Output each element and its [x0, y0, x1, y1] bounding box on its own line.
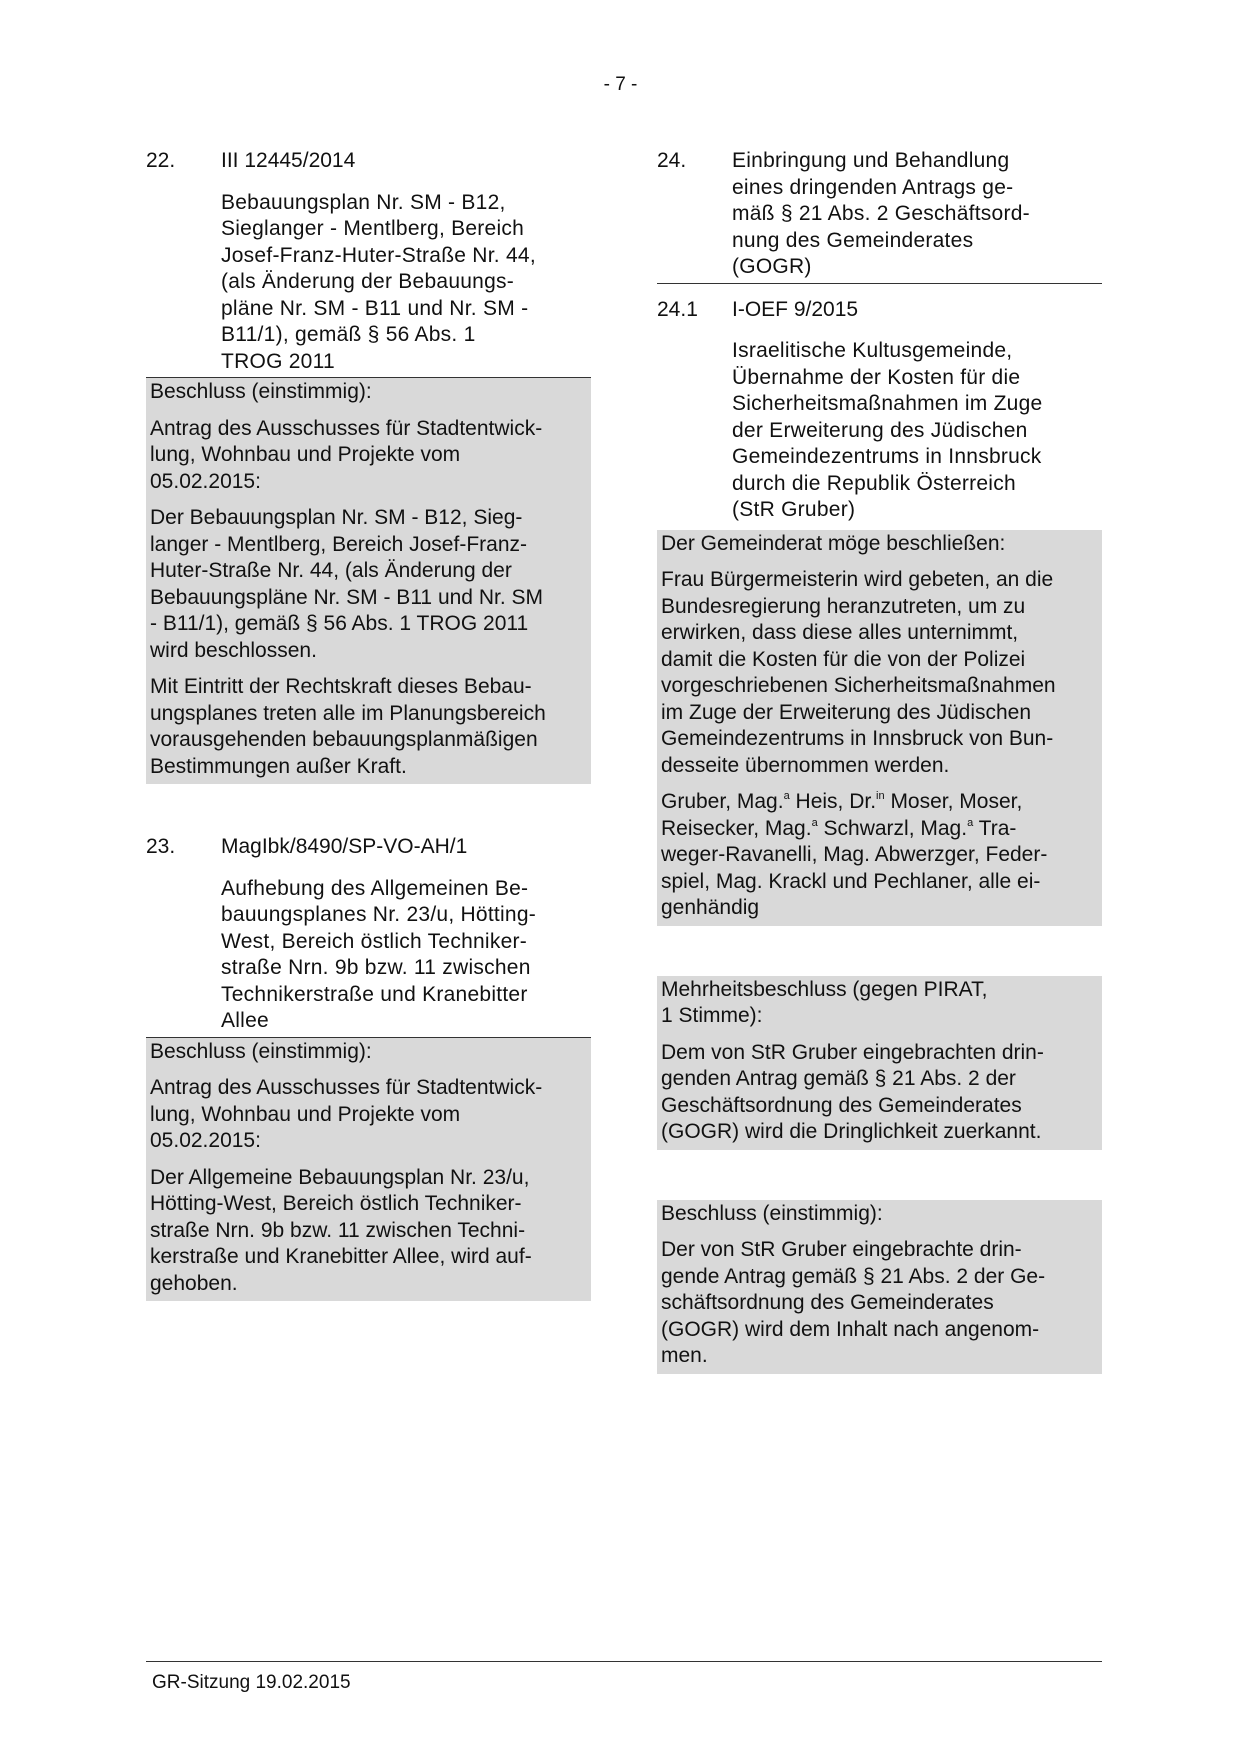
title-line: bauungsplanes Nr. 23/u, Hötting-: [221, 903, 537, 926]
title-line: Sicherheitsmaßnahmen im Zuge: [732, 392, 1043, 415]
decision-text: Der Allgemeine Bebauungsplan Nr. 23/u, Hötting-West, Bereich östlich Techniker- straße Nrn. 9b bzw. 11 zwischen Techni- kerstraße und Kranebitter Allee, wird auf- gehoben.: [150, 1165, 532, 1295]
decision-text: Der Bebauungsplan Nr. SM - B12, Sieg- langer - Mentlberg, Bereich Josef-Franz- Huter-Straße Nr. 44, (als Änderung der Bebauungspläne Nr. SM - B11 und Nr. SM - B11/1), gemäß § 56 Abs. 1 TROG 2011 wird beschlossen.: [150, 506, 543, 662]
title-line: Israelitische Kultusgemeinde,: [732, 339, 1013, 362]
title-line: Technikerstraße und Kranebitter: [221, 982, 528, 1006]
item-heading: [146, 148, 591, 175]
item-title-first-line: Einbringung und Behandlung: [732, 149, 1010, 172]
title-line: pläne Nr. SM - B11 und Nr. SM -: [221, 296, 529, 320]
item-title: [732, 338, 1102, 526]
motion-paragraph: Antrag des Ausschusses für Stadtentwick- lung, Wohnbau und Projekte vom 05.02.2015:: [150, 416, 543, 493]
title-line: eines dringenden Antrags ge-: [732, 175, 1014, 199]
title-line: Gemeindezentrums in Innsbruck: [732, 445, 1042, 468]
item-title: [732, 175, 1102, 283]
decision-box: [146, 1038, 591, 1302]
item-heading: [146, 834, 591, 861]
title-line: Sieglanger - Mentlberg, Bereich: [221, 217, 525, 240]
title-line: der Erweiterung des Jüdischen: [732, 418, 1028, 442]
majority-decision-box: [657, 976, 1102, 1150]
title-line: Josef-Franz-Huter-Straße Nr. 44,: [221, 243, 536, 267]
footer-divider: [146, 1661, 1102, 1662]
item-number: 22.: [146, 149, 176, 172]
item-number: 24.1: [657, 297, 698, 321]
title-line: Allee: [221, 1009, 269, 1032]
decision-label: Beschluss (einstimmig):: [150, 1039, 372, 1063]
title-line: durch die Republik Österreich: [732, 471, 1016, 495]
title-line: West, Bereich östlich Techniker-: [221, 929, 528, 953]
proposal-box: [657, 530, 1102, 926]
decision-box: [146, 378, 591, 784]
right-column: [657, 148, 1102, 1374]
title-line: Bebauungsplan Nr. SM - B12,: [221, 190, 506, 214]
title-line: (GOGR): [732, 255, 812, 278]
item-reference: I-OEF 9/2015: [732, 297, 859, 321]
signatories: Gruber, Mag.$^a$ Heis, Dr.$^{in}$ Moser, Moser, Reisecker, Mag.$^a$ Schwarzl, Mag.$^a$ Tra- weger-Ravanelli, Mag. Abwerzger, Feder- spiel, Mag. Krackl und Pechlaner, alle ei- genhändig: [661, 790, 1048, 919]
agenda-item-24: [657, 148, 1102, 284]
left-column: [146, 148, 591, 1301]
title-line: Aufhebung des Allgemeinen Be-: [221, 876, 529, 900]
page-number: - 7 -: [603, 74, 638, 95]
title-line: B11/1), gemäß § 56 Abs. 1: [221, 323, 476, 346]
item-number: 24.: [657, 149, 687, 172]
item-title: [221, 876, 591, 1037]
majority-label: Mehrheitsbeschluss (gegen PIRAT, 1 Stimme):: [661, 977, 988, 1027]
item-number: 23.: [146, 835, 176, 858]
title-line: mäß § 21 Abs. 2 Geschäftsord-: [732, 202, 1030, 225]
item-heading: [657, 297, 1102, 324]
motion-paragraph: Antrag des Ausschusses für Stadtentwick- lung, Wohnbau und Projekte vom 05.02.2015:: [150, 1076, 543, 1152]
decision-note: Mit Eintritt der Rechtskraft dieses Bebau- ungsplanes treten alle im Planungsbereich vorausgehenden bebauungsplanmäßigen Bestimmungen außer Kraft.: [150, 675, 546, 778]
proposal-text: Frau Bürgermeisterin wird gebeten, an die Bundesregierung heranzutreten, um zu erwirken, dass diese alles unternimmt, damit die Kosten für die von der Polizei vorgeschriebenen Sicherheitsmaßnahmen im Zuge der Erweiterung des Jüdischen Gemeindezentrums in Innsbruck von Bun- desseite übernommen werden.: [661, 568, 1056, 777]
agenda-item-24-1: [657, 297, 1102, 1374]
item-title: [221, 190, 591, 378]
proposal-label: Der Gemeinderat möge beschließen:: [661, 531, 1006, 555]
item-reference: MagIbk/8490/SP-VO-AH/1: [221, 835, 468, 858]
agenda-item-22: [146, 148, 591, 784]
decision-label: Beschluss (einstimmig):: [661, 1201, 883, 1225]
title-line: straße Nrn. 9b bzw. 11 zwischen: [221, 956, 531, 979]
title-line: (StR Gruber): [732, 498, 856, 521]
majority-text: Dem von StR Gruber eingebrachten drin- genden Antrag gemäß § 21 Abs. 2 der Geschäftsordnung des Gemeinderates (GOGR) wird die Dringlichkeit zuerkannt.: [661, 1040, 1044, 1143]
title-line: TROG 2011: [221, 349, 335, 373]
title-line: (als Änderung der Bebauungs-: [221, 270, 515, 293]
divider: [657, 283, 1102, 284]
decision-text: Der von StR Gruber eingebrachte drin- gende Antrag gemäß § 21 Abs. 2 der Ge- schäftsordnung des Gemeinderates (GOGR) wird dem Inhalt nach angenom- men.: [661, 1238, 1046, 1367]
decision-label: Beschluss (einstimmig):: [150, 380, 372, 403]
agenda-item-23: [146, 834, 591, 1301]
item-reference: III 12445/2014: [221, 149, 356, 172]
title-line: Übernahme der Kosten für die: [732, 365, 1021, 389]
decision-box: [657, 1200, 1102, 1374]
title-line: nung des Gemeinderates: [732, 228, 974, 252]
item-heading: [657, 148, 1102, 175]
footer-session-date: GR-Sitzung 19.02.2015: [152, 1672, 351, 1693]
